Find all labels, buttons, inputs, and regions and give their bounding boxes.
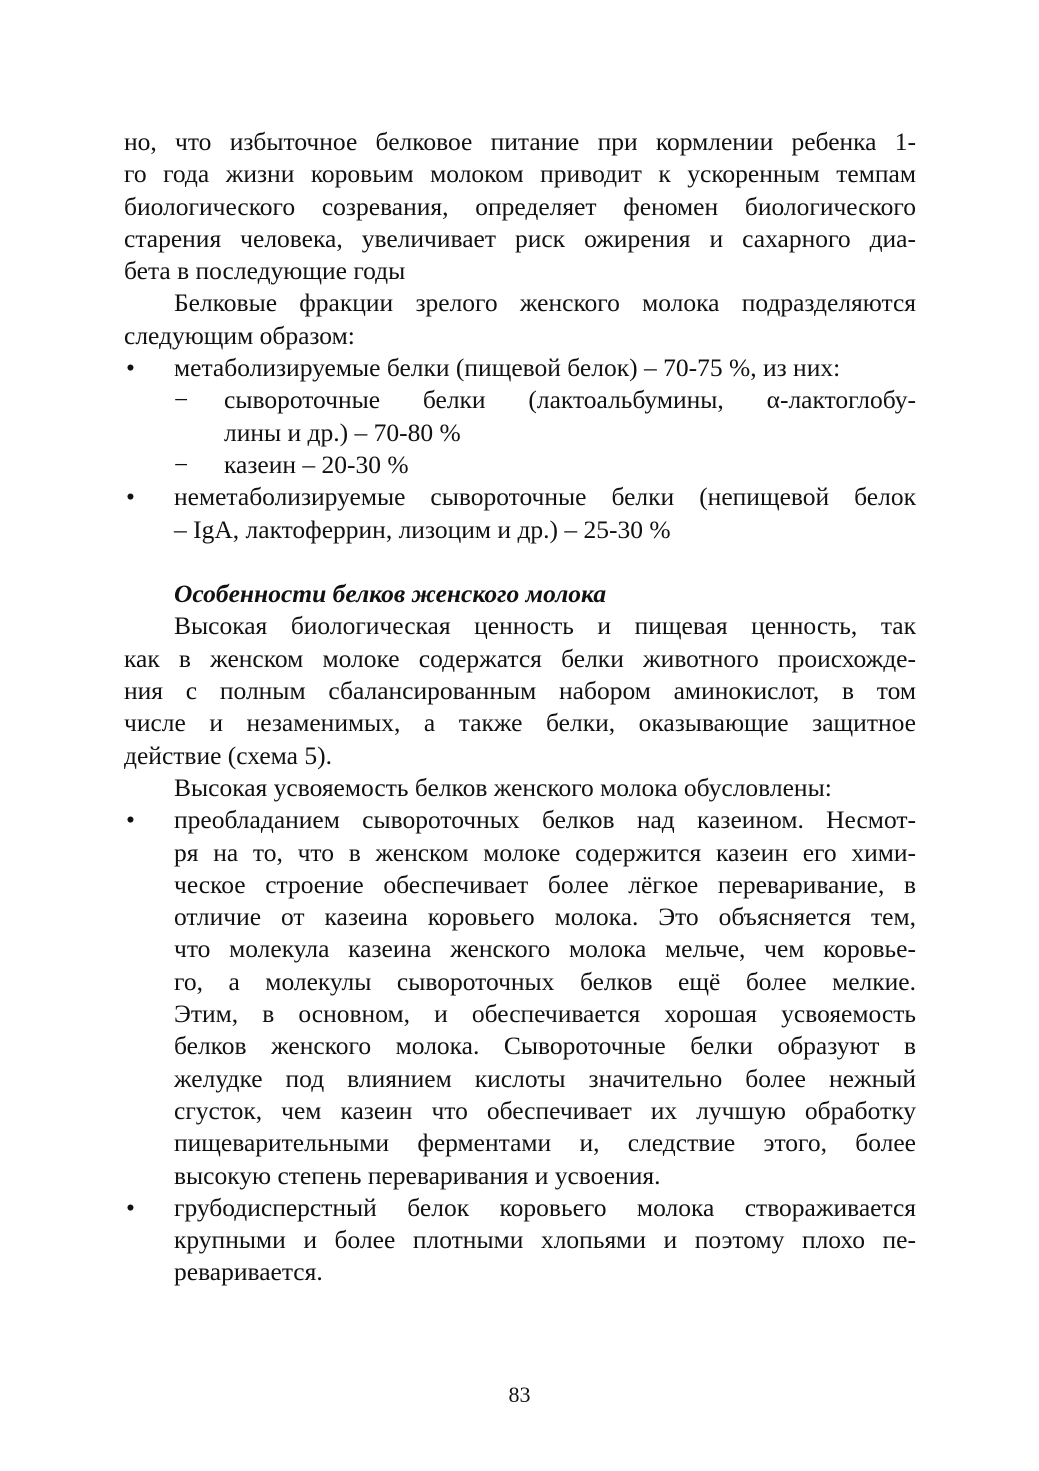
- text-line: пищеварительными ферментами и, следствие этого, более: [174, 1128, 916, 1158]
- bullet-marker: •: [126, 353, 135, 383]
- page-body: [124, 126, 916, 1289]
- list-item: [124, 1192, 916, 1224]
- text-line: ря на то, что в женском молоке содержится казеин его хими-: [174, 837, 916, 867]
- text-line: биологического созревания, определяет феномен биологического: [124, 191, 916, 221]
- text-line: лины и др.) – 70-80 %: [224, 417, 461, 447]
- protein-fractions-list: [124, 352, 916, 546]
- text-line: но, что избыточное белковое питание при кормлении ребенка 1-: [124, 127, 916, 156]
- text-line: Этим, в основном, и обеспечивается хорошая усвояемость: [174, 999, 916, 1029]
- list-item-text: грубодисперстный белок коровьего молока створаживается: [174, 1192, 916, 1222]
- text-line: белков женского молока. Сывороточные белки образуют в: [174, 1031, 916, 1061]
- digestibility-list: [124, 804, 916, 1288]
- text-line: Высокая биологическая ценность и пищевая ценность, так: [174, 611, 916, 641]
- text-line: числе и незаменимых, а также белки, оказывающие защитное: [124, 708, 916, 738]
- bullet-marker: •: [126, 482, 135, 512]
- text-line: высокую степень переваривания и усвоения.: [174, 1160, 661, 1190]
- text-line: что молекула казеина женского молока мельче, чем коровье-: [174, 934, 916, 964]
- text-line: реваривается.: [174, 1257, 323, 1287]
- text-line: отличие от казеина коровьего молока. Это объясняется тем,: [174, 902, 916, 932]
- sub-list-item: [124, 384, 916, 416]
- list-item-text: преобладанием сывороточных белков над казеином. Несмот-: [174, 805, 916, 835]
- list-item: [124, 804, 916, 836]
- list-item: [124, 352, 916, 384]
- list-item: [124, 481, 916, 513]
- text-line: го, а молекулы сывороточных белков ещё более мелкие.: [174, 966, 916, 996]
- page-number: 83: [508, 1382, 531, 1407]
- paragraph-continuation: [124, 126, 916, 287]
- paragraph-protein-fractions: [124, 287, 916, 352]
- sub-list-item-text: сывороточные белки (лактоальбумины, α-лактоглобу-: [224, 385, 916, 415]
- paragraph-digestibility: [124, 772, 916, 804]
- text-line: сгусток, чем казеин что обеспечивает их лучшую обработку: [174, 1095, 916, 1125]
- dash-marker: −: [174, 449, 189, 479]
- text-line: Белковые фракции зрелого женского молока подразделяются: [174, 288, 916, 318]
- text-line: ческое строение обеспечивает более лёгкое переваривание, в: [174, 869, 916, 899]
- text-line: ния с полным сбалансированным набором аминокислот, в том: [124, 676, 916, 706]
- sub-list-item-text: казеин – 20-30 %: [224, 449, 409, 479]
- spacer: [124, 546, 916, 578]
- bullet-marker: •: [126, 1192, 135, 1222]
- text-line: желудке под влиянием кислоты значительно более нежный: [174, 1063, 916, 1093]
- text-line: го года жизни коровьим молоком приводит к ускоренным темпам: [124, 159, 916, 189]
- list-item-text: неметаболизируемые сывороточные белки (непищевой белок: [174, 482, 916, 512]
- text-line: действие (схема 5).: [124, 740, 332, 770]
- dash-marker: −: [174, 385, 189, 415]
- text-line: следующим образом:: [124, 320, 355, 350]
- text-line: как в женском молоке содержатся белки животного происхожде-: [124, 643, 916, 673]
- list-item-text: метаболизируемые белки (пищевой белок) – 70-75 %, из них:: [174, 353, 841, 383]
- section-heading: Особенности белков женского молока: [174, 579, 607, 609]
- text-line: – IgA, лактоферрин, лизоцим и др.) – 25-30 %: [174, 514, 671, 544]
- paragraph-biological-value: [124, 610, 916, 771]
- text-line: Высокая усвояемость белков женского молока обусловлены:: [174, 772, 832, 802]
- bullet-marker: •: [126, 805, 135, 835]
- text-line: бета в последующие годы: [124, 256, 406, 286]
- text-line: старения человека, увеличивает риск ожирения и сахарного диа-: [124, 223, 916, 253]
- text-line: крупными и более плотными хлопьями и поэтому плохо пе-: [174, 1225, 916, 1255]
- sub-list-item: [124, 449, 916, 481]
